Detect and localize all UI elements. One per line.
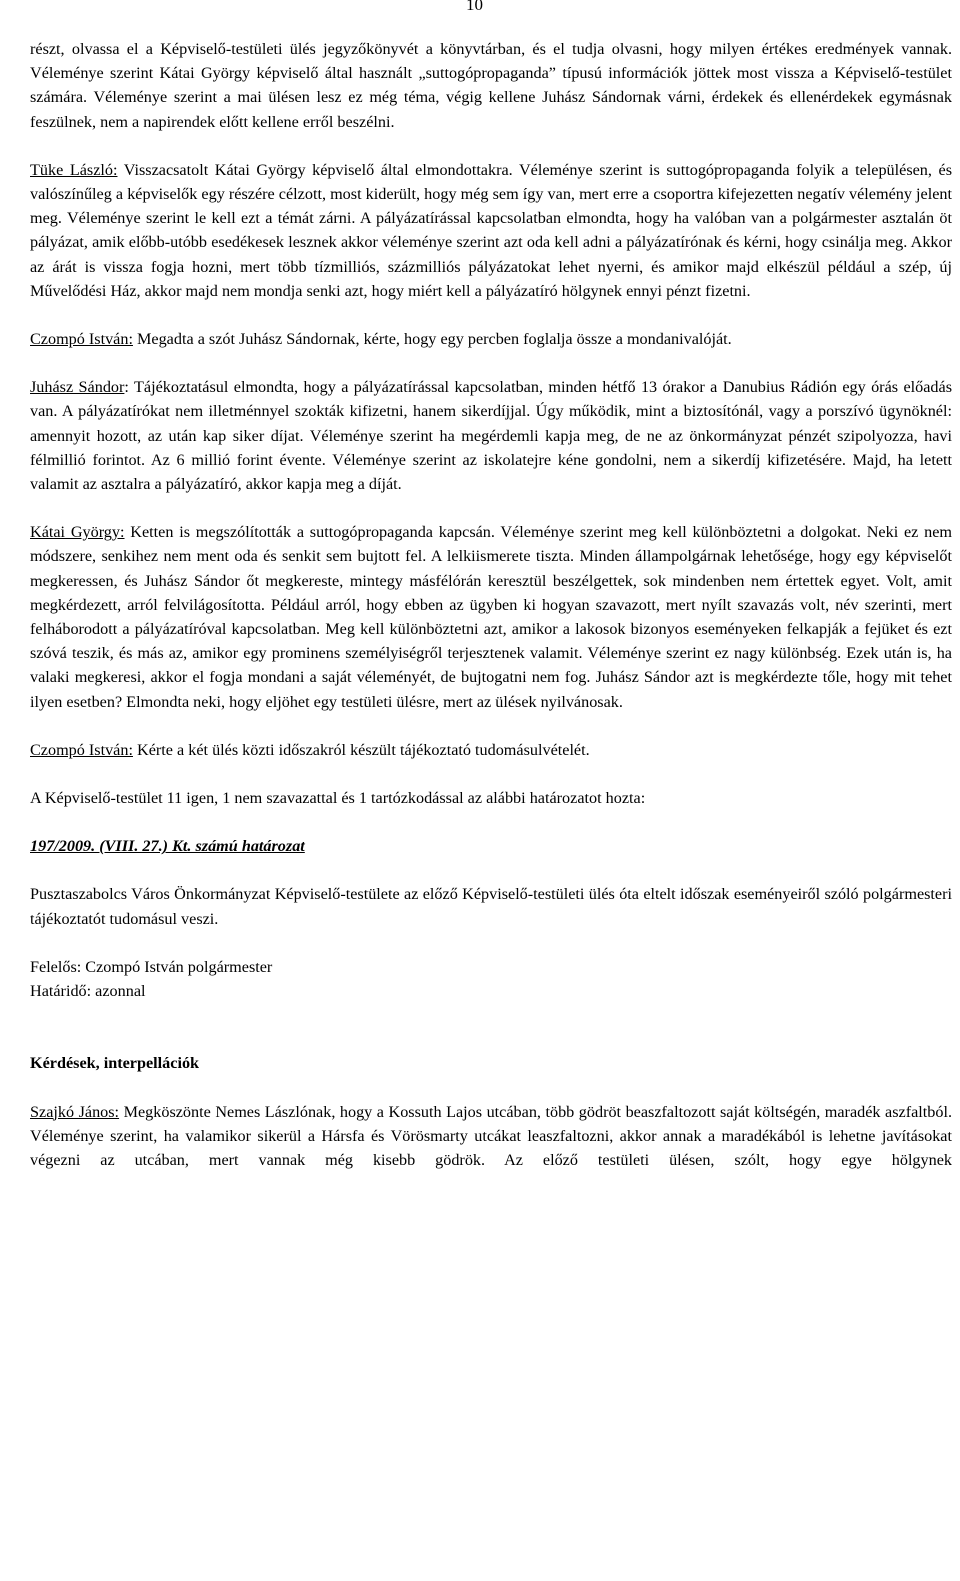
paragraph-tuke [30,158,952,303]
responsible-line: Felelős: Czompó István polgármester [30,957,273,976]
speaker-name: Tüke László: [30,160,118,179]
paragraph-juhasz [30,375,952,496]
section-heading-text: Kérdések, interpellációk [30,1054,200,1073]
speaker-name: Kátai György: [30,523,125,542]
speaker-name: Czompó István: [30,740,133,759]
speaker-name: Juhász Sándor [30,378,125,397]
speaker-text: Visszacsatolt Kátai György képviselő által elmondottakra. Véleménye szerint is suttogópropaganda folyik a településen, és valószínűleg a képviselők egy részére célzott, most kiderült, hogy még sem így van, mert erre a csoportra kifejezetten negatív vélemény jelent meg. Véleménye szerint le kell ezt a témát zárni. A pályázatírással kapcsolatban elmondta, hogy ha valóban van a polgármester asztalán öt pályázat, amik előbb-utóbb esedékesek lesznek akkor véleménye szerint azt oda kell adni a pályázatírónak és kérni, hogy csinálja meg. Akkor az árát is vissza fogja hozni, mert több tízmilliós, százmilliós pályázatokat lehet nyerni, és amikor majd elkészül például a szép, új Művelődési Ház, akkor majd nem mondja senki azt, hogy miért kell a pályázatíró hölgynek ennyi pénzt fizetni. [30,160,952,300]
paragraph-czompo-2 [30,738,952,762]
section-heading [30,1051,952,1075]
paragraph-katai [30,520,952,714]
speaker-text: Ketten is megszólították a suttogópropaganda kapcsán. Véleménye szerint meg kell különböztetni a dolgokat. Neki ez nem módszere, senkihez nem ment oda és senkit sem bujtott fel. A lelkiismerete tiszta. Minden állampolgárnak lehetősége, hogy egy képviselőt megkeressen, és Juhász Sándor őt megkereste, mintegy másfélórán keresztül beszélgettek, sok mindenben nem értettek egyet. Volt, amit megkérdezett, arról felvilágosította. Például arról, hogy ebben az ügyben ki hogyan szavazott, mert nyílt szavazás volt, név szerinti, mert felháborodott a pályázatíróval kapcsolatban. Meg kell különböztetni azt, amikor a lakosok bizonyos eseményeken felkapják a fejüket és ezt szóvá teszik, és más az, amikor egy prominens személyiségről terjesztenek valamit. Véleménye szerint ez nagy különbség. Ezek után is, ha valaki megkeresi, akkor el fogja mondani a saját véleményét, de bujtogatni nem fog. Juhász Sándor azt is megkérdezte tőle, hogy mit tehet ilyen esetben? Elmondta neki, hogy eljöhet egy testületi ülésre, mert az ülések nyilvánosak. [30,523,952,711]
paragraph-vote: A Képviselő-testület 11 igen, 1 nem szavazattal és 1 tartózkodással az alábbi határozatot hozta: [30,789,646,808]
paragraph-resolution: Pusztaszabolcs Város Önkormányzat Képviselő-testülete az előző Képviselő-testületi ülés óta eltelt időszak eseményeiről szóló polgármesteri tájékoztatót tudomásul veszi. [30,885,952,928]
document-body [30,37,952,1172]
speaker-name: Czompó István: [30,330,133,349]
speaker-text: Megadta a szót Juhász Sándornak, kérte, hogy egy percben foglalja össze a mondanivalóját. [132,330,732,349]
deadline-line: Határidő: azonnal [30,982,146,1001]
speaker-text: Megköszönte Nemes Lászlónak, hogy a Kossuth Lajos utcában, több gödröt beaszfaltozott saját költségén, maradék aszfaltból. Véleménye szerint, ha valamikor sikerül a Hársfa és Vörösmarty utcákat leaszfaltozni, akkor annak a maradékából is lehetne javításokat végezni az utcában, mert vannak még kisebb gödrök. Az előző testületi ülésen, szólt, hogy egye hölgynek [30,1102,953,1169]
speaker-name: Szajkó János: [30,1102,120,1121]
resolution-title [30,834,952,858]
resolution-title-text: 197/2009. (VIII. 27.) Kt. számú határozat [30,837,305,856]
page-number: 10 [466,0,483,14]
paragraph-czompo-1 [30,327,952,351]
paragraph-intro: részt, olvassa el a Képviselő-testületi ülés jegyzőkönyvét a könyvtárban, és el tudja olvasni, hogy milyen értékes eredmények vannak. Véleménye szerint Kátai György képviselő által használt „suttogópropaganda” típusú információk jöttek most vissza a Képviselő-testület számára. Véleménye szerint a mai ülésen lesz ez még téma, végig kellene Juhász Sándornak várni, érdekek és ellenérdekek egymásnak feszülnek, nem a napirendek előtt kellene erről beszélni. [30,40,952,131]
speaker-text: Kérte a két ülés közti időszakról készült tájékoztató tudomásulvételét. [132,740,590,759]
speaker-text: : Tájékoztatásul elmondta, hogy a pályázatírással kapcsolatban, minden hétfő 13 órakor a Danubius Rádión egy órás előadás van. A pályázatírókat nem illetménnyel szokták kifizetni, hanem sikerdíjjal. Úgy működik, mint a biztosítónál, vagy a porszívó ügynöknél: amennyit hozott, az után kap siker díjat. Véleménye szerint ha megérdemli kapja meg, de ne az önkormányzat pénzét szipolyozza, havi félmillió forintot. Az 6 millió forint évente. Véleménye szerint az iskolatejre kéne gondolni, nem a sikerdíj kifizetésére. Majd, ha letett valamit az asztalra a pályázatíró, akkor kapja meg a díját. [30,378,952,494]
paragraph-szajko [30,1100,952,1173]
